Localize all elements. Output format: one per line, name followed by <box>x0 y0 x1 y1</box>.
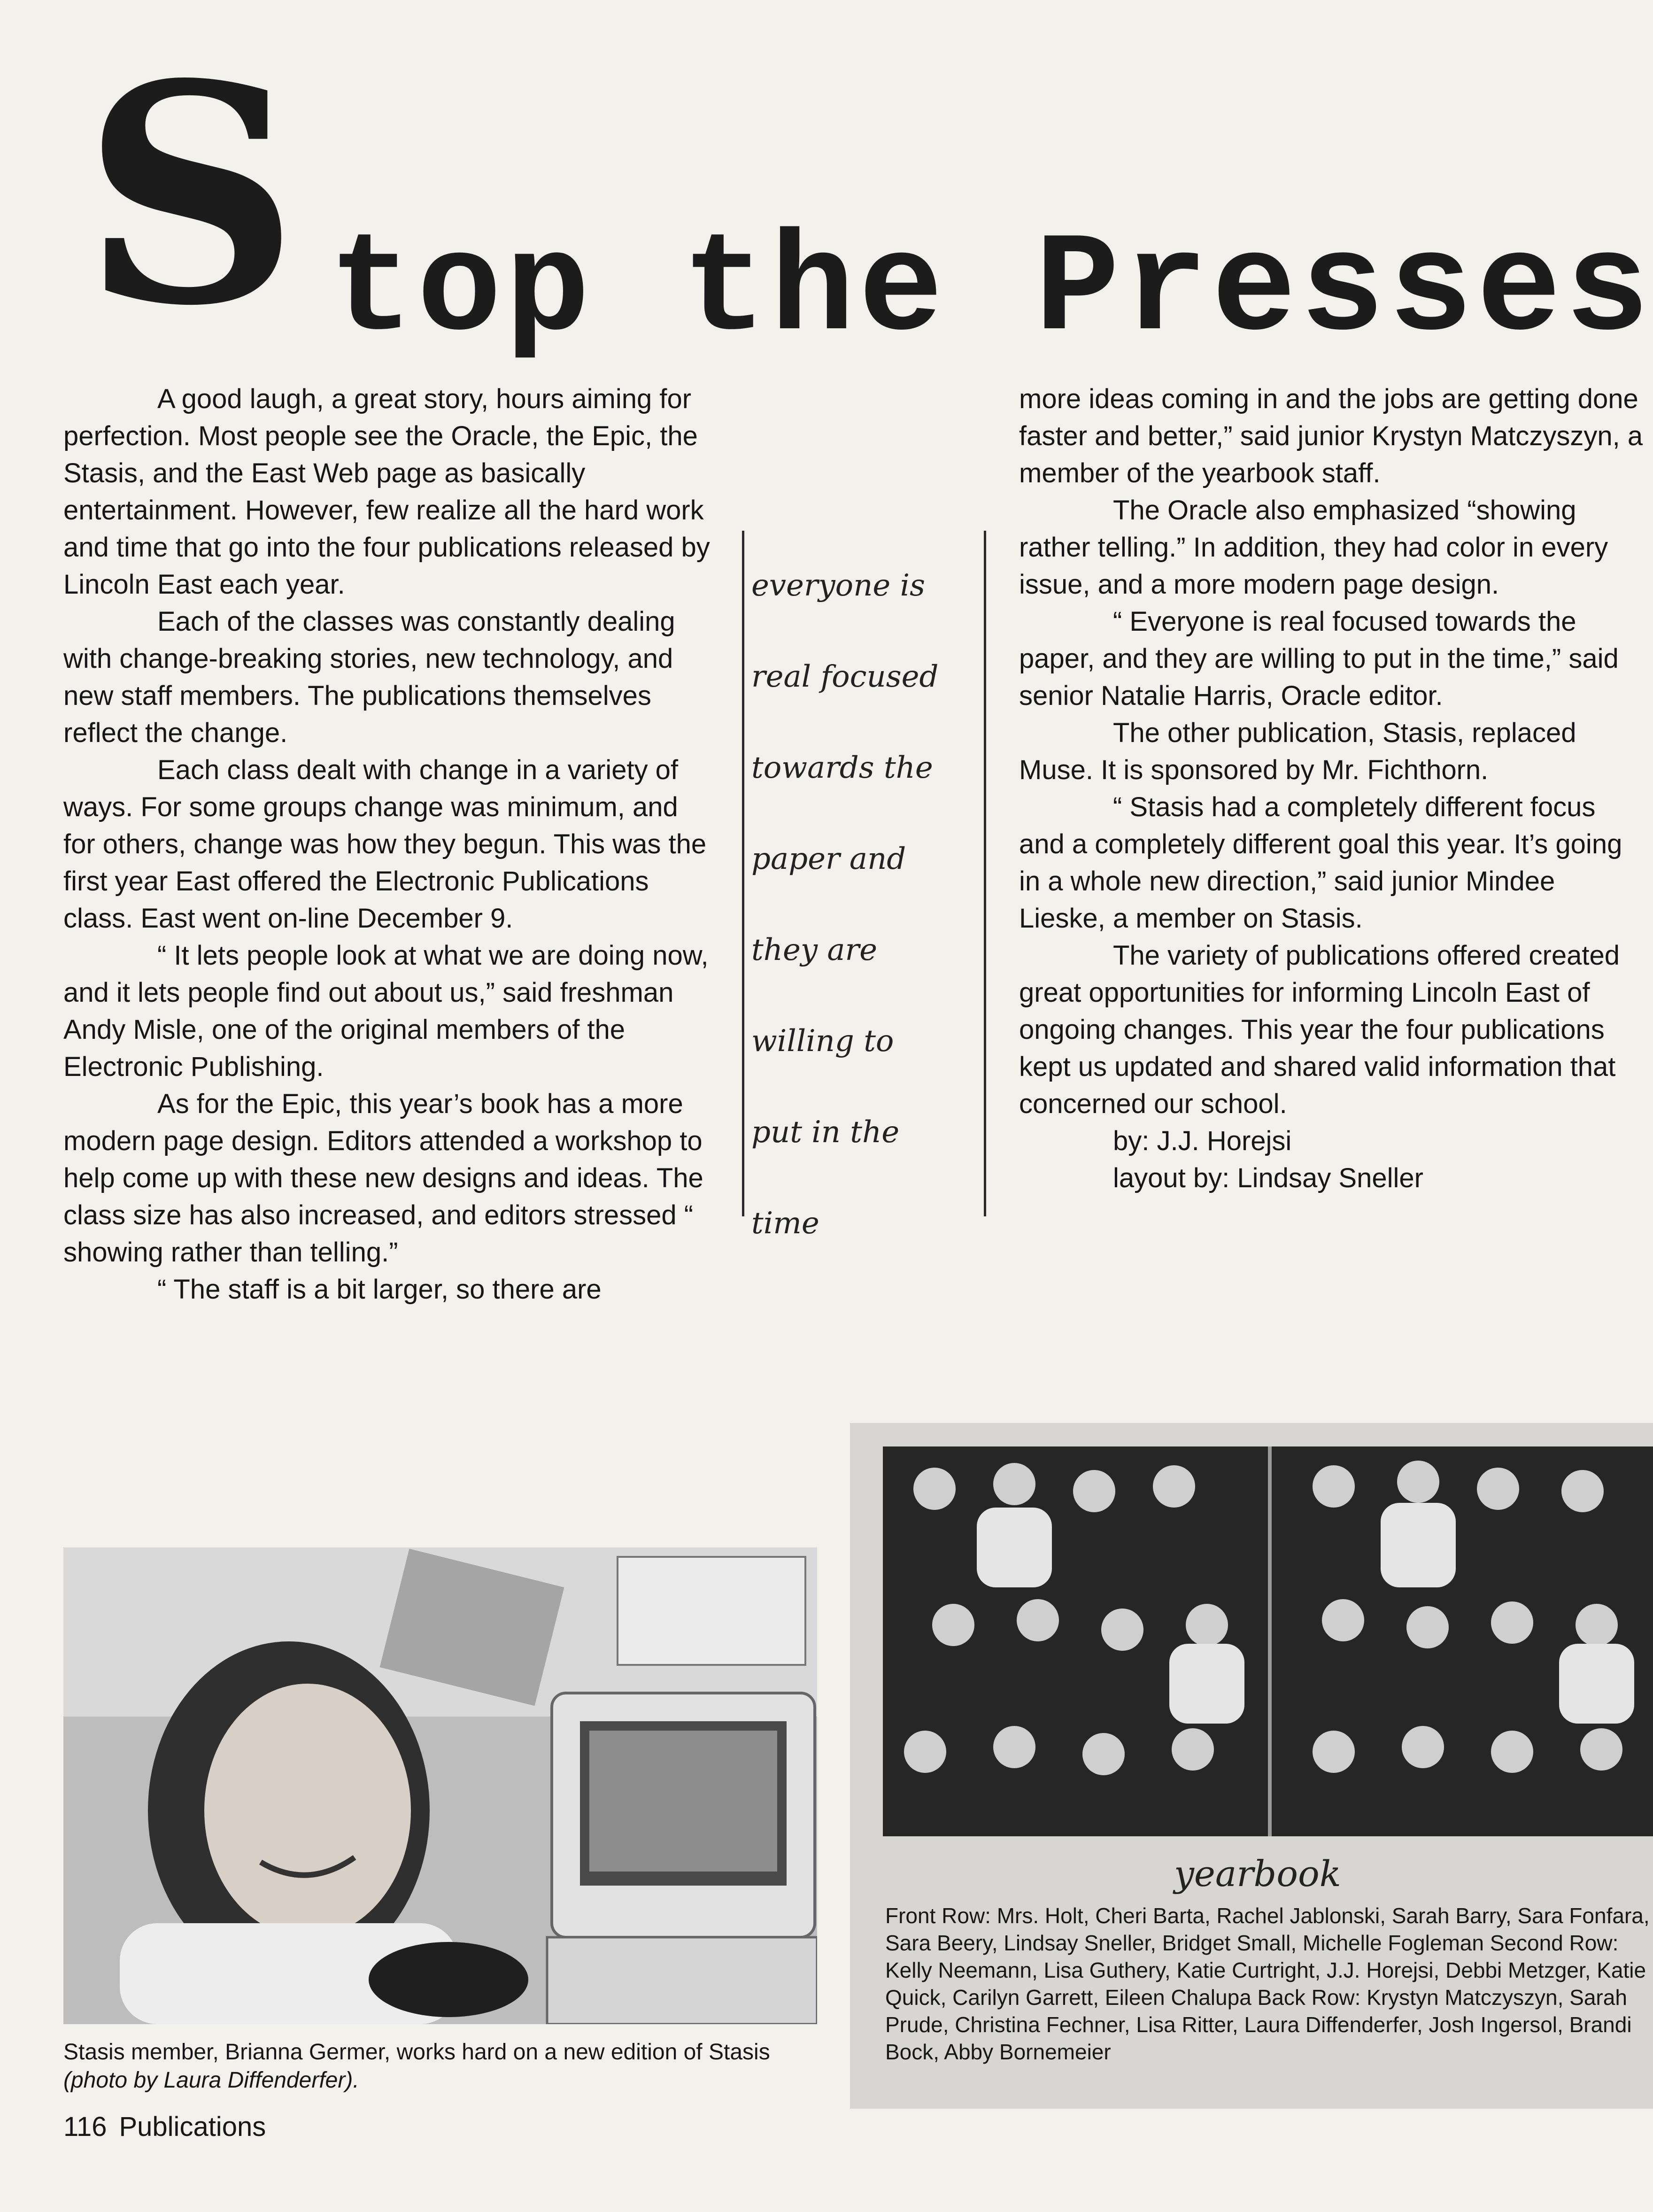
page-number: 116 <box>63 2111 107 2142</box>
pull-quote-line: time <box>751 1206 819 1241</box>
paragraph: The variety of publications offered created great opportunities for informing Lincoln East of ongoing changes. This year the four publications kept us updated and shared valid information that concerned our school. <box>1019 940 1620 1119</box>
paragraph: A good laugh, a great story, hours aiming for perfection. Most people see the Oracle, the Epic, the Stasis, and the East Web page as basically entertainment. However, few realize all the hard work and time that go into the four publications released by Lincoln East each year. <box>63 384 710 600</box>
photo-student-at-computer <box>63 1547 817 2024</box>
caption-text: Stasis member, Brianna Germer, works hard on a new edition of Stasis <box>63 2040 770 2065</box>
paragraph: Each class dealt with change in a variety of ways. For some groups change was minimum, and for others, change was how they begun. This was the first year East offered the Electronic Publications class. East went on-line December 9. <box>63 755 707 934</box>
paragraph: Each of the classes was constantly dealing with change-breaking stories, new technology, and new staff members. The publications themselves reflect the change. <box>63 606 675 748</box>
pull-quote-rule-left <box>742 531 744 1216</box>
pull-quote-line: put in the <box>751 1115 900 1150</box>
pull-quote-line: towards the <box>751 750 933 785</box>
section-name: Publications <box>119 2111 266 2142</box>
byline: by: J.J. Horejsi <box>1113 1126 1292 1156</box>
photo-credit: (photo by Laura Diffenderfer). <box>63 2068 359 2093</box>
pull-quote-line: willing to <box>751 1024 894 1059</box>
photo-student-illustration <box>63 1547 817 2024</box>
photo-caption <box>63 2038 796 2095</box>
headline: top the Presses <box>329 211 1653 371</box>
pull-quote-line: real focused <box>751 659 939 694</box>
staff-caption: Front Row: Mrs. Holt, Cheri Barta, Rachel Jablonski, Sarah Barry, Sara Fonfara, Sara Beery, Lindsay Sneller, Bridget Small, Michelle Fogleman Second Row: Kelly Neemann, Lisa Guthery, Katie Curtright, J.J. Horejsi, Debbi Metzger, Katie Quick, Carilyn Garrett, Eileen Chalupa Back Row: Krystyn Matczyszyn, Sarah Prude, Christina Fechner, Lisa Ritter, Laura Diffenderfer, Josh Ingersol, Brandi Bock, Abby Bornemeier <box>885 1903 1650 2064</box>
paragraph: “ The staff is a bit larger, so there are <box>157 1274 602 1305</box>
paragraph: The Oracle also emphasized “showing rather telling.” In addition, they had color in every issue, and a more modern page design. <box>1019 495 1608 600</box>
yearbook-script-label: yearbook <box>1174 1853 1341 1895</box>
left-column <box>63 380 711 1308</box>
paragraph: “ It lets people look at what we are doing now, and it lets people find out about us,” said freshman Andy Misle, one of the original members of the Electronic Publishing. <box>63 940 709 1082</box>
layout-credit: layout by: Lindsay Sneller <box>1113 1163 1423 1193</box>
pull-quote-line: everyone is <box>751 568 925 603</box>
paragraph: more ideas coming in and the jobs are getting done faster and better,” said junior Krystyn Matczyszyn, a member of the yearbook staff. <box>1019 384 1643 488</box>
photo-yearbook-staff <box>883 1446 1653 1836</box>
drop-cap: S <box>82 18 300 371</box>
folio <box>63 2111 278 2142</box>
photo-group-illustration <box>883 1446 1653 1836</box>
pull-quote-line: paper and <box>751 842 906 876</box>
paragraph: “ Everyone is real focused towards the paper, and they are willing to put in the time,” said senior Natalie Harris, Oracle editor. <box>1019 606 1619 711</box>
paragraph: As for the Epic, this year’s book has a more modern page design. Editors attended a workshop to help come up with these new designs and ideas. The class size has also increased, and editors stressed “ showing rather than telling.” <box>63 1089 703 1268</box>
pull-quote-line: they are <box>751 933 877 967</box>
paragraph: The other publication, Stasis, replaced Muse. It is sponsored by Mr. Fichthorn. <box>1019 718 1576 785</box>
right-column <box>1019 380 1648 1197</box>
pull-quote <box>751 540 996 1269</box>
paragraph: “ Stasis had a completely different focus and a completely different goal this year. It’s going in a whole new direction,” said junior Mindee Lieske, a member on Stasis. <box>1019 792 1622 934</box>
